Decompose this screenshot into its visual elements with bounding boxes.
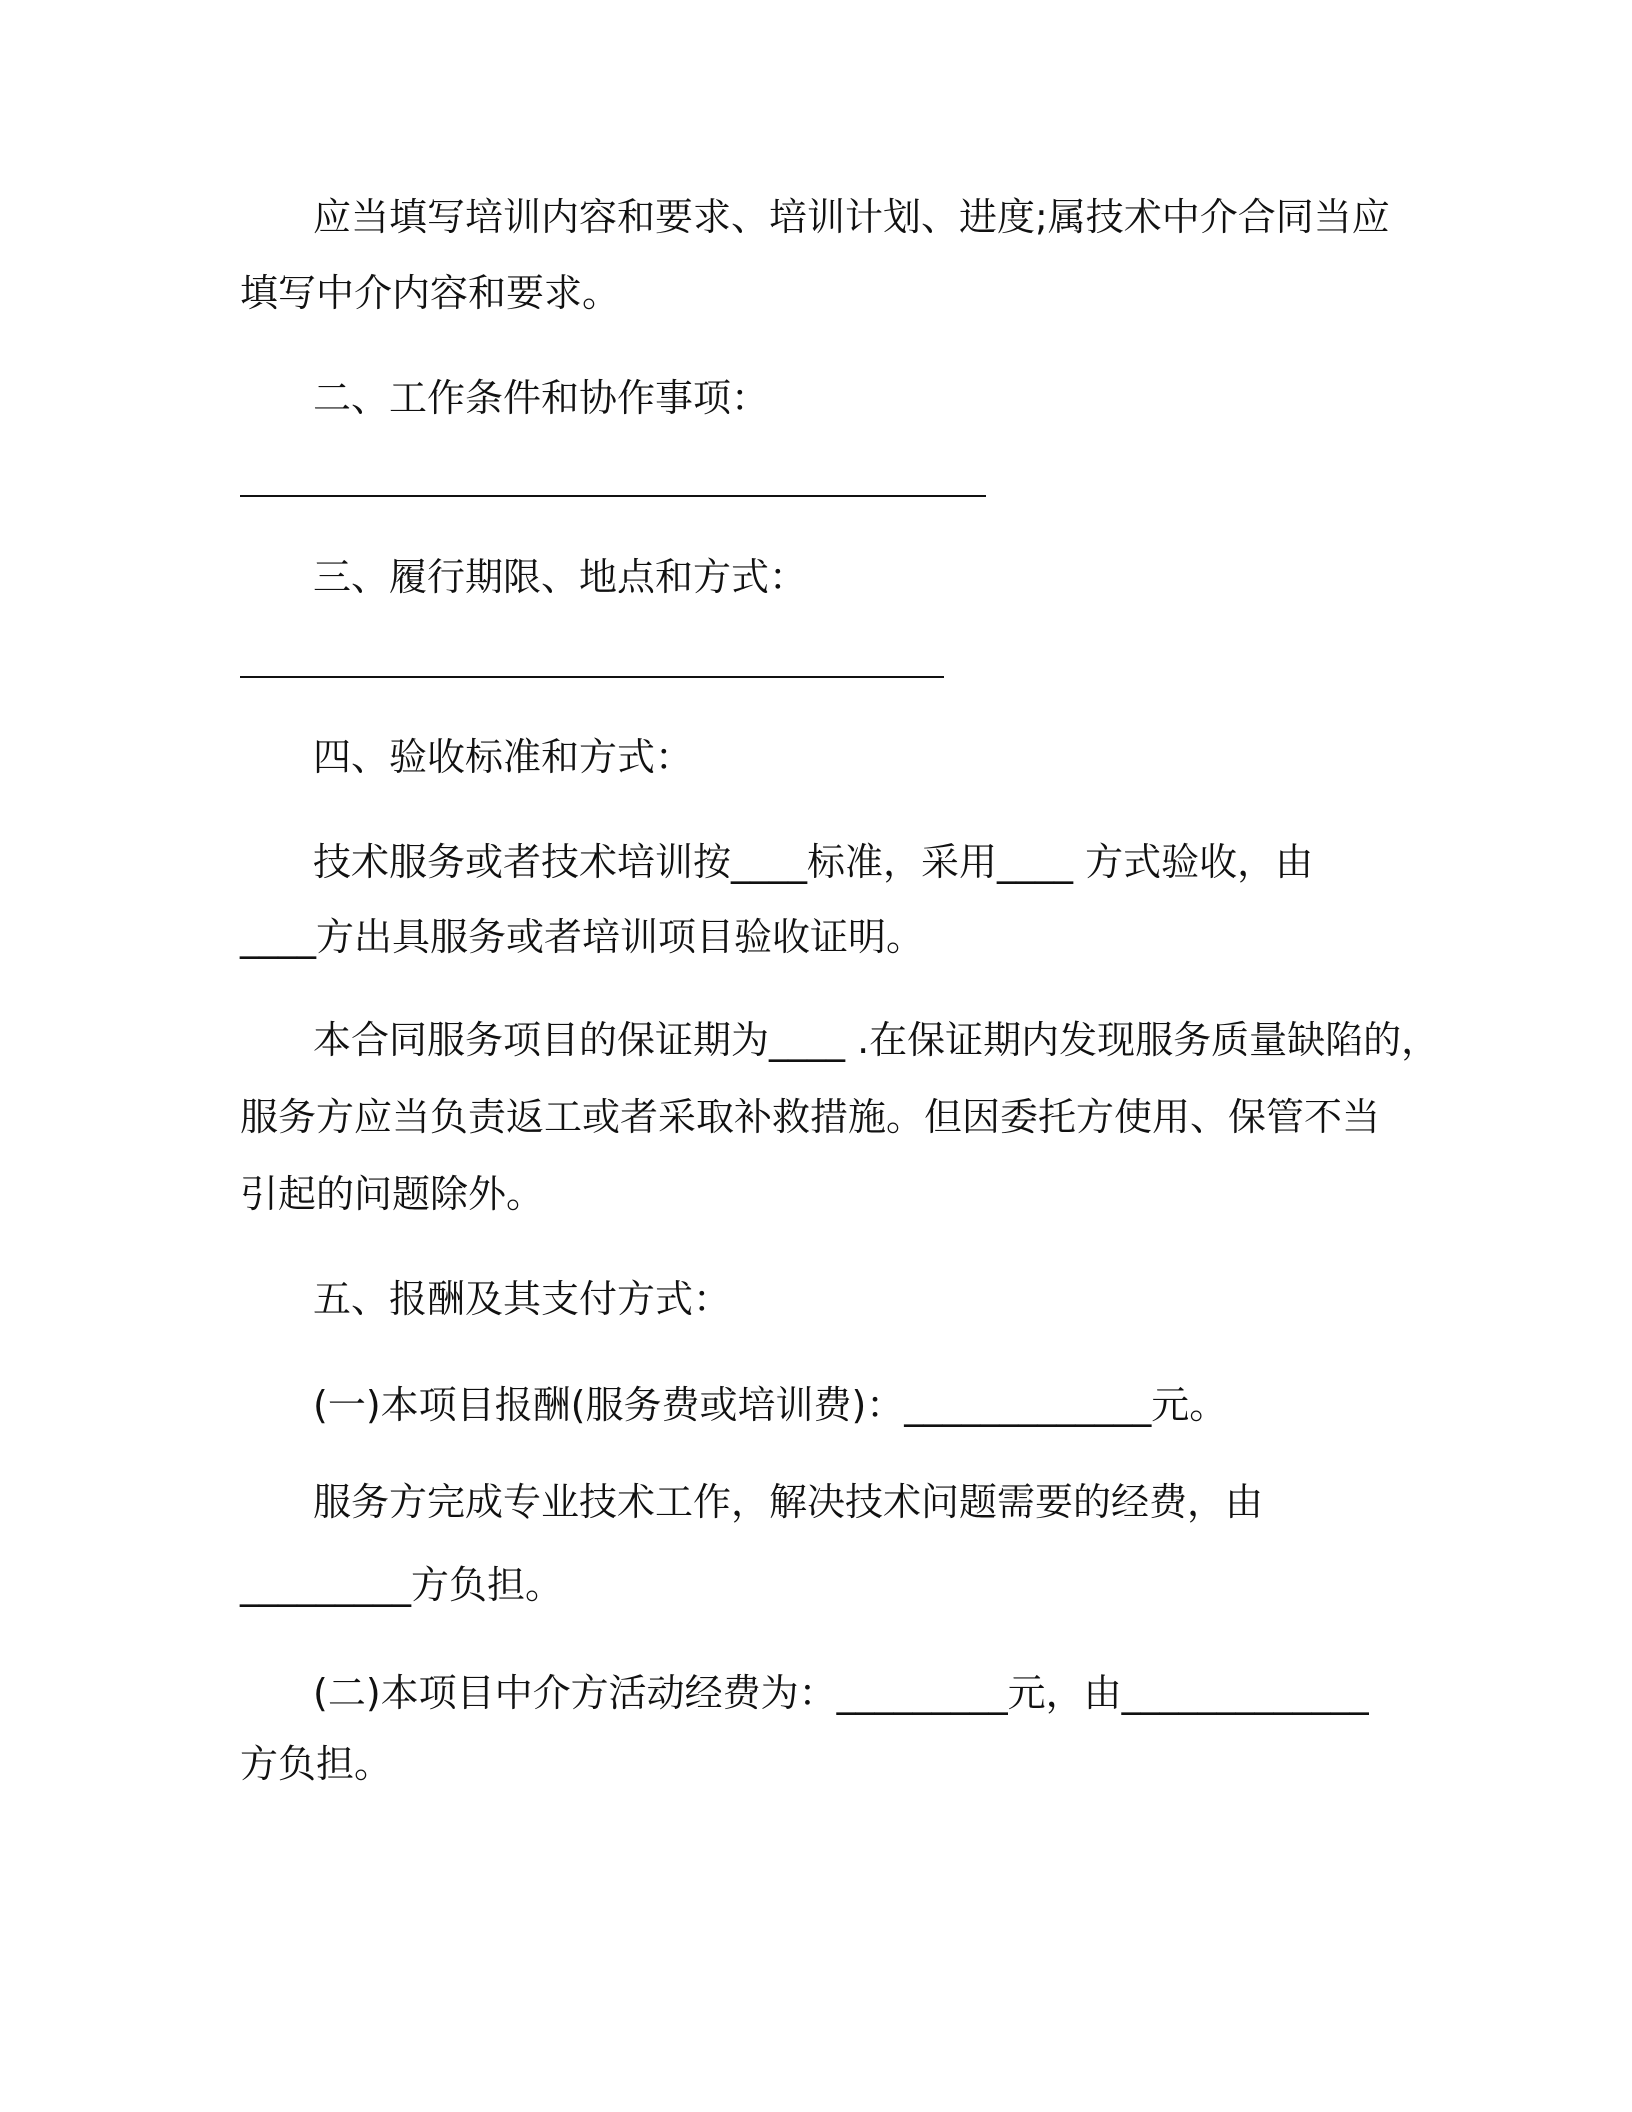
section-heading-3: 三、履行期限、地点和方式：	[313, 555, 808, 599]
section-heading-4: 四、验收标准和方式：	[313, 735, 694, 779]
warranty-line-1: 本合同服务项目的保证期为____ .在保证期内发现服务质量缺陷的，	[313, 1018, 1440, 1062]
expense-line-1: 服务方完成专业技术工作，解决技术问题需要的经费，由	[313, 1480, 1264, 1524]
paragraph-line-2: 填写中介内容和要求。	[240, 271, 621, 315]
expense-line-2: _________方负担。	[240, 1563, 564, 1607]
warranty-line-3: 引起的问题除外。	[240, 1172, 545, 1216]
acceptance-line-2: ____方出具服务或者培训项目验收证明。	[240, 915, 925, 959]
section-heading-5: 五、报酬及其支付方式：	[313, 1277, 732, 1321]
warranty-line-2: 服务方应当负责返工或者采取补救措施。但因委托方使用、保管不当	[240, 1095, 1381, 1139]
agency-fee-line-2: 方负担。	[240, 1742, 393, 1786]
blank-line-3	[240, 676, 944, 678]
remuneration-line: (一)本项目报酬(服务费或培训费)：_____________元。	[313, 1383, 1228, 1427]
paragraph-line-1: 应当填写培训内容和要求、培训计划、进度;属技术中介合同当应	[313, 195, 1390, 239]
acceptance-line-1: 技术服务或者技术培训按____标准，采用____ 方式验收，由	[313, 840, 1314, 884]
blank-line-2	[240, 495, 986, 497]
agency-fee-line-1: (二)本项目中介方活动经费为：_________元，由_____________	[313, 1671, 1369, 1715]
section-heading-2: 二、工作条件和协作事项：	[313, 376, 770, 420]
